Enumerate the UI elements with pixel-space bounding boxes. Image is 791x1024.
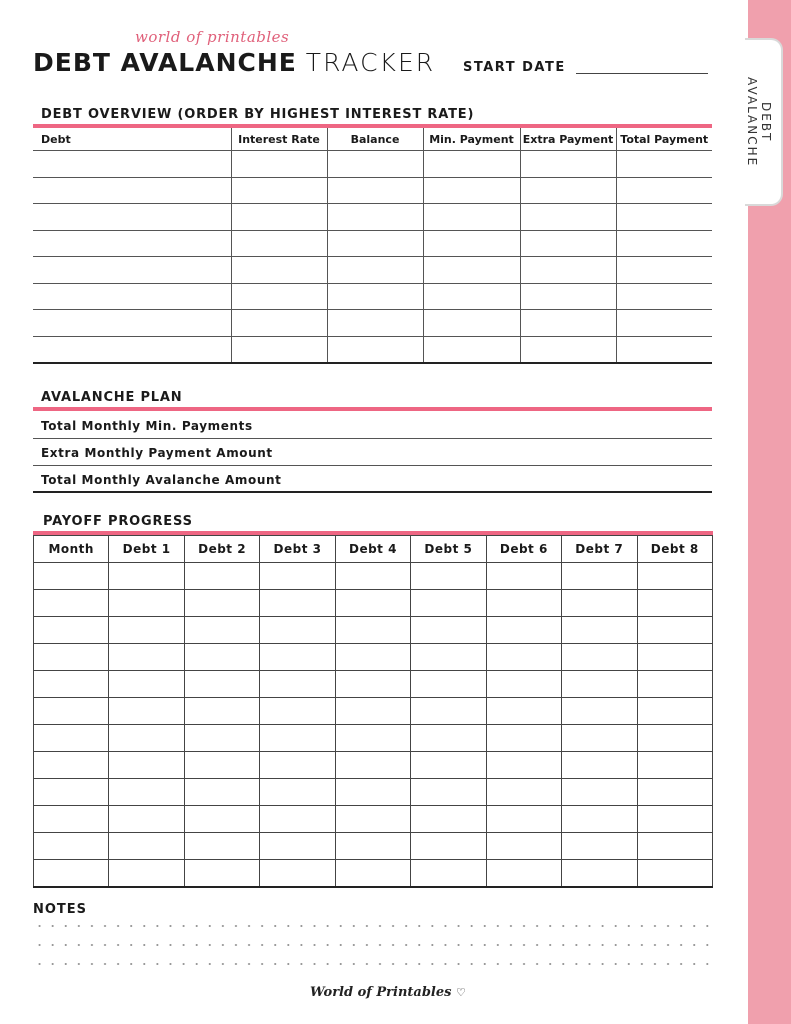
progress-cell[interactable] [411,779,486,806]
progress-cell[interactable] [109,671,184,698]
table-row [34,860,713,888]
overview-cell[interactable] [231,230,327,257]
progress-cell[interactable] [260,779,335,806]
progress-cell[interactable] [411,806,486,833]
table-row [34,806,713,833]
page-title [33,48,435,77]
progress-cell[interactable] [184,725,259,752]
progress-cell[interactable] [486,779,561,806]
progress-cell[interactable] [109,860,184,888]
plan-row-extra-payment: Extra Monthly Payment Amount [33,440,712,466]
overview-cell[interactable] [33,336,231,363]
progress-cell[interactable] [184,644,259,671]
progress-cell[interactable] [411,617,486,644]
overview-cell[interactable] [327,336,423,363]
progress-cell[interactable] [637,860,713,888]
title-thin: TRACKER [305,48,436,77]
overview-cell[interactable] [327,204,423,231]
overview-cell[interactable] [231,177,327,204]
table-row [34,779,713,806]
overview-cell[interactable] [616,310,712,337]
overview-cell[interactable] [616,177,712,204]
progress-cell[interactable] [260,833,335,860]
overview-cell[interactable] [423,283,520,310]
progress-cell[interactable] [109,752,184,779]
table-row [33,230,712,257]
progress-cell[interactable] [260,671,335,698]
progress-cell[interactable] [562,752,637,779]
progress-col-header: Debt 3 [260,536,335,563]
progress-cell[interactable] [486,698,561,725]
table-row [34,590,713,617]
overview-cell[interactable] [327,230,423,257]
overview-cell[interactable] [231,151,327,178]
progress-cell[interactable] [34,590,109,617]
notes-dotted-line [33,962,713,966]
start-date-label: START DATE [463,60,566,75]
progress-cell[interactable] [34,671,109,698]
progress-cell[interactable] [335,833,410,860]
progress-cell[interactable] [562,563,637,590]
progress-cell[interactable] [637,779,713,806]
progress-col-header: Debt 6 [486,536,561,563]
progress-cell[interactable] [260,590,335,617]
footer-brand-text: World of Printables [310,985,452,1000]
progress-cell[interactable] [184,671,259,698]
plan-heading: AVALANCHE PLAN [41,390,183,405]
progress-cell[interactable] [486,590,561,617]
overview-col-header: Total Payment [616,128,712,151]
progress-cell[interactable] [260,563,335,590]
table-row [34,644,713,671]
overview-cell[interactable] [520,257,616,284]
overview-cell[interactable] [33,151,231,178]
overview-cell[interactable] [33,283,231,310]
progress-col-header: Debt 8 [637,536,713,563]
progress-cell[interactable] [562,725,637,752]
overview-col-header: Balance [327,128,423,151]
progress-cell[interactable] [34,644,109,671]
progress-cell[interactable] [184,617,259,644]
progress-cell[interactable] [184,806,259,833]
overview-cell[interactable] [520,336,616,363]
notes-dotted-line [33,924,713,928]
progress-cell[interactable] [562,644,637,671]
progress-cell[interactable] [109,698,184,725]
notes-heading: NOTES [33,902,88,917]
progress-cell[interactable] [260,644,335,671]
overview-cell[interactable] [33,310,231,337]
overview-cell[interactable] [423,336,520,363]
progress-cell[interactable] [411,644,486,671]
progress-cell[interactable] [486,617,561,644]
brand-script-logo: world of printables [135,28,290,46]
plan-row-avalanche-amount: Total Monthly Avalanche Amount [33,467,712,493]
table-row [34,752,713,779]
overview-cell[interactable] [327,177,423,204]
progress-cell[interactable] [562,833,637,860]
progress-cell[interactable] [486,725,561,752]
progress-cell[interactable] [184,779,259,806]
progress-cell[interactable] [637,806,713,833]
progress-cell[interactable] [109,590,184,617]
overview-cell[interactable] [616,151,712,178]
progress-cell[interactable] [637,725,713,752]
overview-cell[interactable] [33,177,231,204]
overview-cell[interactable] [520,151,616,178]
payoff-progress-table [33,535,713,888]
progress-cell[interactable] [411,590,486,617]
progress-cell[interactable] [411,833,486,860]
progress-cell[interactable] [637,563,713,590]
progress-cell[interactable] [34,779,109,806]
overview-cell[interactable] [423,230,520,257]
plan-accent-bar [33,407,712,411]
table-row [34,563,713,590]
overview-cell[interactable] [327,310,423,337]
progress-cell[interactable] [260,698,335,725]
progress-cell[interactable] [34,806,109,833]
progress-cell[interactable] [486,563,561,590]
progress-cell[interactable] [184,833,259,860]
overview-cell[interactable] [231,283,327,310]
table-row [33,336,712,363]
progress-cell[interactable] [637,698,713,725]
progress-cell[interactable] [637,644,713,671]
progress-cell[interactable] [637,590,713,617]
table-row [34,725,713,752]
debt-overview-table [33,128,712,364]
progress-cell[interactable] [486,671,561,698]
progress-cell[interactable] [637,752,713,779]
progress-col-header: Debt 1 [109,536,184,563]
progress-cell[interactable] [562,860,637,888]
overview-cell[interactable] [33,230,231,257]
progress-heading: PAYOFF PROGRESS [43,514,193,529]
progress-cell[interactable] [184,563,259,590]
progress-cell[interactable] [562,806,637,833]
progress-cell[interactable] [260,806,335,833]
progress-cell[interactable] [109,644,184,671]
progress-cell[interactable] [34,833,109,860]
progress-cell[interactable] [109,563,184,590]
table-row [33,257,712,284]
progress-cell[interactable] [637,671,713,698]
heart-icon: ♡ [456,986,466,999]
table-row [33,283,712,310]
overview-cell[interactable] [423,257,520,284]
progress-cell[interactable] [562,617,637,644]
overview-col-header: Debt [33,128,231,151]
progress-cell[interactable] [637,617,713,644]
overview-cell[interactable] [520,310,616,337]
overview-cell[interactable] [520,204,616,231]
progress-cell[interactable] [486,752,561,779]
overview-cell[interactable] [616,336,712,363]
table-row [33,204,712,231]
progress-cell[interactable] [411,752,486,779]
overview-cell[interactable] [423,310,520,337]
progress-cell[interactable] [411,563,486,590]
overview-cell[interactable] [520,177,616,204]
overview-cell[interactable] [616,204,712,231]
progress-cell[interactable] [109,617,184,644]
progress-cell[interactable] [411,725,486,752]
overview-cell[interactable] [327,257,423,284]
progress-cell[interactable] [109,725,184,752]
table-row [33,177,712,204]
progress-cell[interactable] [34,563,109,590]
progress-cell[interactable] [184,590,259,617]
overview-cell[interactable] [33,257,231,284]
progress-cell[interactable] [109,806,184,833]
overview-cell[interactable] [33,204,231,231]
progress-cell[interactable] [34,617,109,644]
progress-col-header: Month [34,536,109,563]
progress-cell[interactable] [486,806,561,833]
progress-cell[interactable] [335,590,410,617]
progress-cell[interactable] [562,779,637,806]
progress-col-header: Debt 5 [411,536,486,563]
overview-cell[interactable] [327,283,423,310]
overview-cell[interactable] [616,257,712,284]
progress-col-header: Debt 7 [562,536,637,563]
footer-brand [310,985,466,1000]
progress-cell[interactable] [637,833,713,860]
progress-cell[interactable] [335,698,410,725]
progress-cell[interactable] [184,860,259,888]
table-row [34,671,713,698]
table-row [33,310,712,337]
progress-cell[interactable] [411,671,486,698]
overview-col-header: Extra Payment [520,128,616,151]
overview-col-header: Min. Payment [423,128,520,151]
progress-cell[interactable] [335,806,410,833]
overview-cell[interactable] [616,230,712,257]
progress-cell[interactable] [184,752,259,779]
overview-cell[interactable] [423,204,520,231]
progress-cell[interactable] [411,698,486,725]
progress-cell[interactable] [486,833,561,860]
progress-cell[interactable] [109,833,184,860]
overview-cell[interactable] [327,151,423,178]
progress-cell[interactable] [335,617,410,644]
progress-cell[interactable] [562,698,637,725]
progress-cell[interactable] [562,671,637,698]
overview-cell[interactable] [423,177,520,204]
progress-cell[interactable] [109,779,184,806]
overview-cell[interactable] [231,204,327,231]
table-row [34,833,713,860]
progress-cell[interactable] [335,563,410,590]
table-row [34,698,713,725]
overview-cell[interactable] [231,336,327,363]
overview-heading: DEBT OVERVIEW (ORDER BY HIGHEST INTEREST RATE) [41,107,475,122]
title-bold: DEBT AVALANCHE [33,48,297,77]
notes-dotted-line [33,943,713,947]
progress-cell[interactable] [34,698,109,725]
start-date-line [576,73,708,74]
progress-cell[interactable] [260,752,335,779]
progress-cell[interactable] [260,860,335,888]
overview-col-header: Interest Rate [231,128,327,151]
overview-cell[interactable] [423,151,520,178]
progress-cell[interactable] [486,644,561,671]
progress-col-header: Debt 2 [184,536,259,563]
progress-cell[interactable] [34,752,109,779]
progress-col-header: Debt 4 [335,536,410,563]
progress-cell[interactable] [335,671,410,698]
plan-row-min-payments: Total Monthly Min. Payments [33,413,712,439]
table-row [34,617,713,644]
progress-cell[interactable] [486,860,561,888]
progress-cell[interactable] [260,617,335,644]
table-row [33,151,712,178]
overview-cell[interactable] [231,310,327,337]
side-tab-label: DEBT AVALANCHE [745,76,773,168]
progress-cell[interactable] [411,860,486,888]
progress-cell[interactable] [335,644,410,671]
overview-cell[interactable] [520,283,616,310]
progress-cell[interactable] [335,779,410,806]
progress-cell[interactable] [34,860,109,888]
progress-cell[interactable] [335,752,410,779]
overview-cell[interactable] [616,283,712,310]
progress-cell[interactable] [34,725,109,752]
progress-cell[interactable] [260,725,335,752]
overview-cell[interactable] [231,257,327,284]
progress-cell[interactable] [335,725,410,752]
overview-cell[interactable] [520,230,616,257]
progress-cell[interactable] [184,698,259,725]
progress-cell[interactable] [335,860,410,888]
progress-cell[interactable] [562,590,637,617]
